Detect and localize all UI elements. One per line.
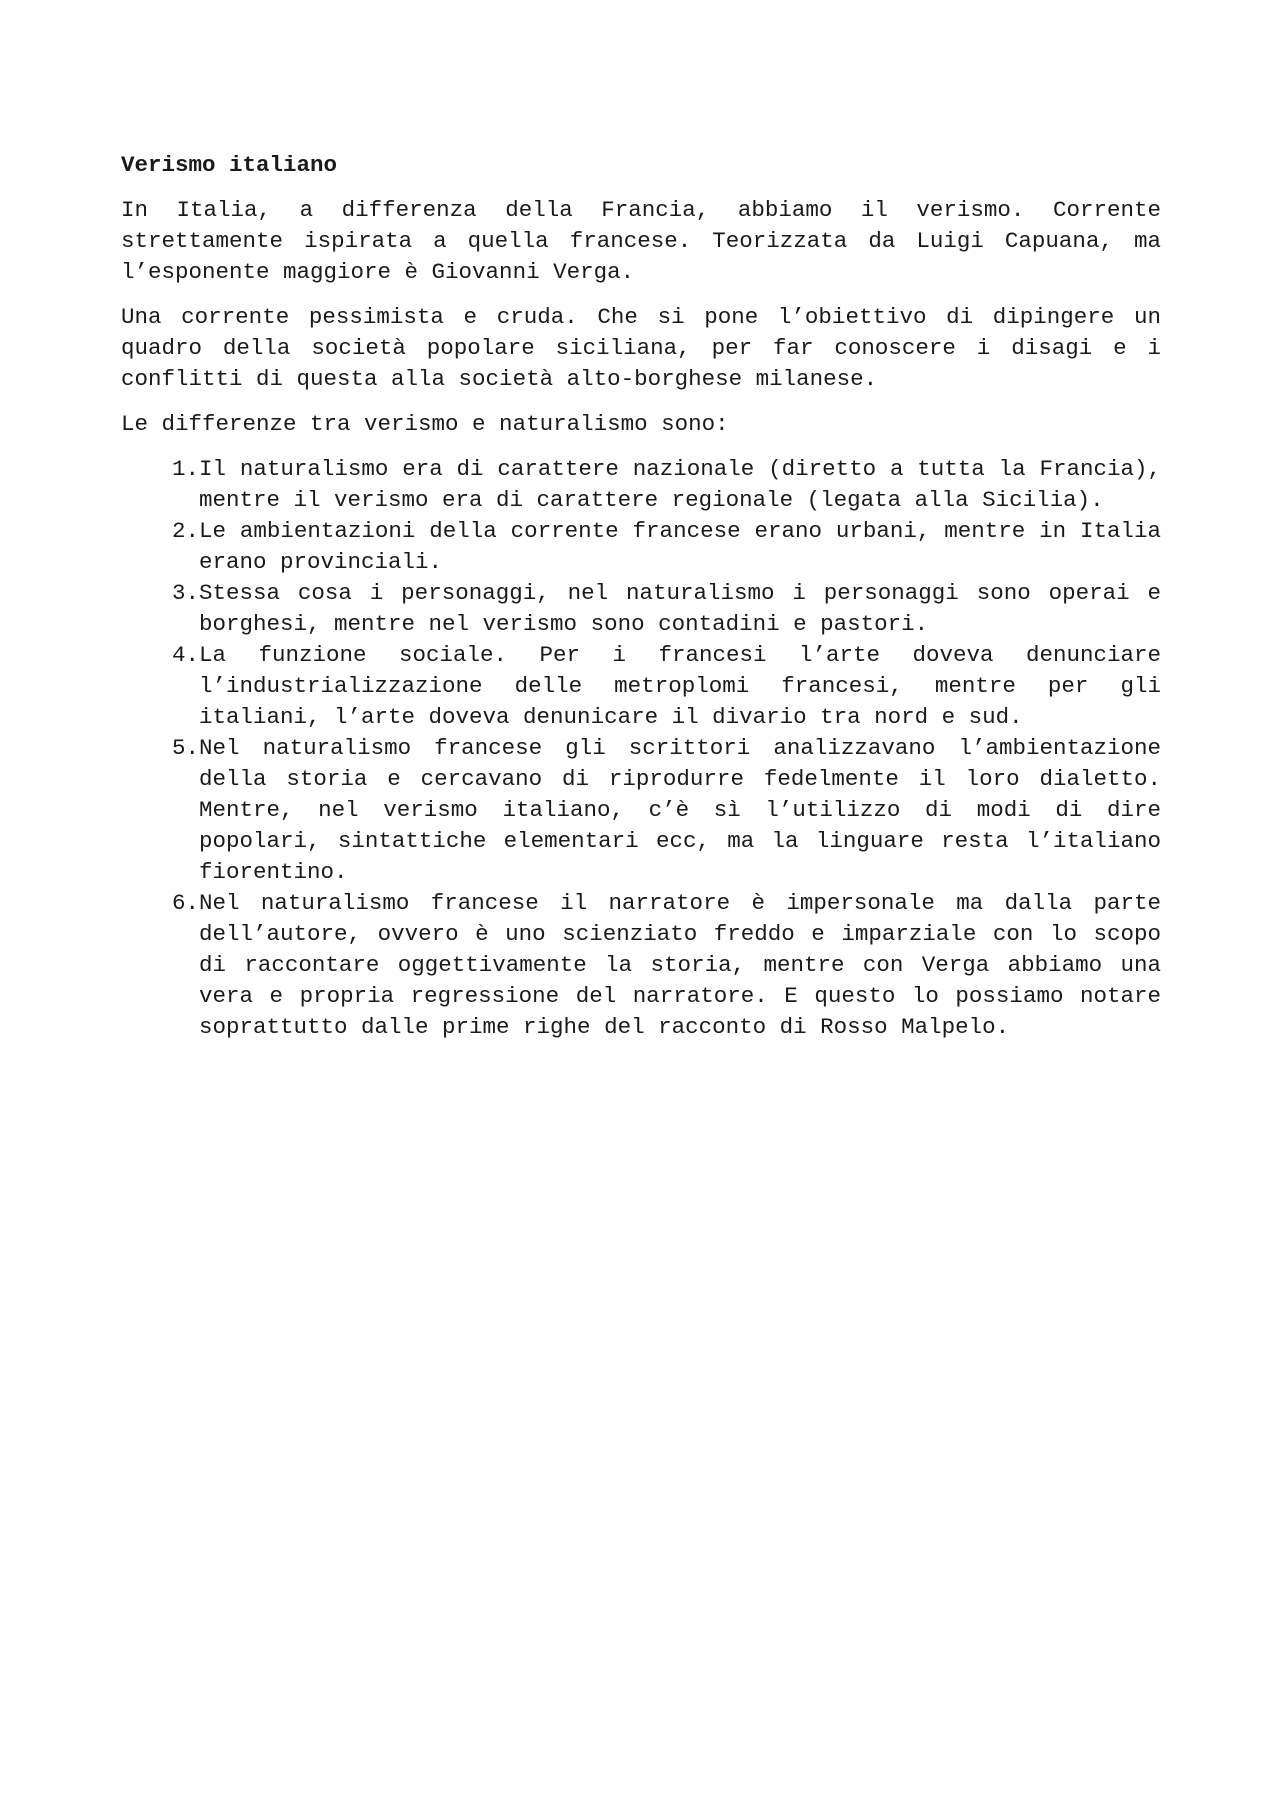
list-item-number: 4. — [171, 642, 199, 668]
list-item — [121, 454, 1161, 516]
list-item-number: 3. — [171, 580, 199, 606]
list-item — [121, 888, 1161, 1043]
differences-list — [121, 454, 1161, 1043]
description-paragraph: Una corrente pessimista e cruda. Che si pone l’obiettivo di dipingere un quadro della società popolare siciliana, per far conoscere i disagi e i conflitti di questa alla società alto-borghese milanese. — [121, 304, 1161, 392]
list-item-text: Le ambientazioni della corrente francese erano urbani, mentre in Italia erano provinciali. — [199, 518, 1161, 575]
intro-paragraph: In Italia, a differenza della Francia, abbiamo il verismo. Corrente strettamente ispirata a quella francese. Teorizzata da Luigi Capuana, ma l’esponente maggiore è Giovanni Verga. — [121, 197, 1161, 285]
list-item-text: Stessa cosa i personaggi, nel naturalismo i personaggi sono operai e borghesi, mentre nel verismo sono contadini e pastori. — [199, 580, 1161, 637]
list-item-text: Nel naturalismo francese gli scrittori analizzavano l’ambientazione della storia e cercavano di riprodurre fedelmente il loro dialetto. Mentre, nel verismo italiano, c’è sì l’utilizzo di modi di dire popolari, sintattiche elementari ecc, ma la linguare resta l’italiano fiorentino. — [199, 735, 1161, 885]
list-intro-paragraph: Le differenze tra verismo e naturalismo sono: — [121, 411, 729, 437]
list-item-text: Nel naturalismo francese il narratore è impersonale ma dalla parte dell’autore, ovvero è uno scienziato freddo e imparziale con lo scopo di raccontare oggettivamente la storia, mentre con Verga abbiamo una vera e propria regressione del narratore. E questo lo possiamo notare soprattutto dalle prime righe del racconto di Rosso Malpelo. — [199, 890, 1161, 1040]
list-item-number: 6. — [171, 890, 199, 916]
list-item — [121, 578, 1161, 640]
document-page — [121, 150, 1161, 1043]
list-item-number: 1. — [171, 456, 199, 482]
list-item-number: 2. — [171, 518, 199, 544]
list-item-number: 5. — [171, 735, 199, 761]
list-item — [121, 733, 1161, 888]
list-item-text: Il naturalismo era di carattere nazionale (diretto a tutta la Francia), mentre il verismo era di carattere regionale (legata alla Sicilia). — [199, 456, 1161, 513]
list-item — [121, 516, 1161, 578]
list-item — [121, 640, 1161, 733]
document-title: Verismo italiano — [121, 152, 338, 178]
list-item-text: La funzione sociale. Per i francesi l’arte doveva denunciare l’industrializzazione delle metroplomi francesi, mentre per gli italiani, l’arte doveva denunicare il divario tra nord e sud. — [199, 642, 1161, 730]
